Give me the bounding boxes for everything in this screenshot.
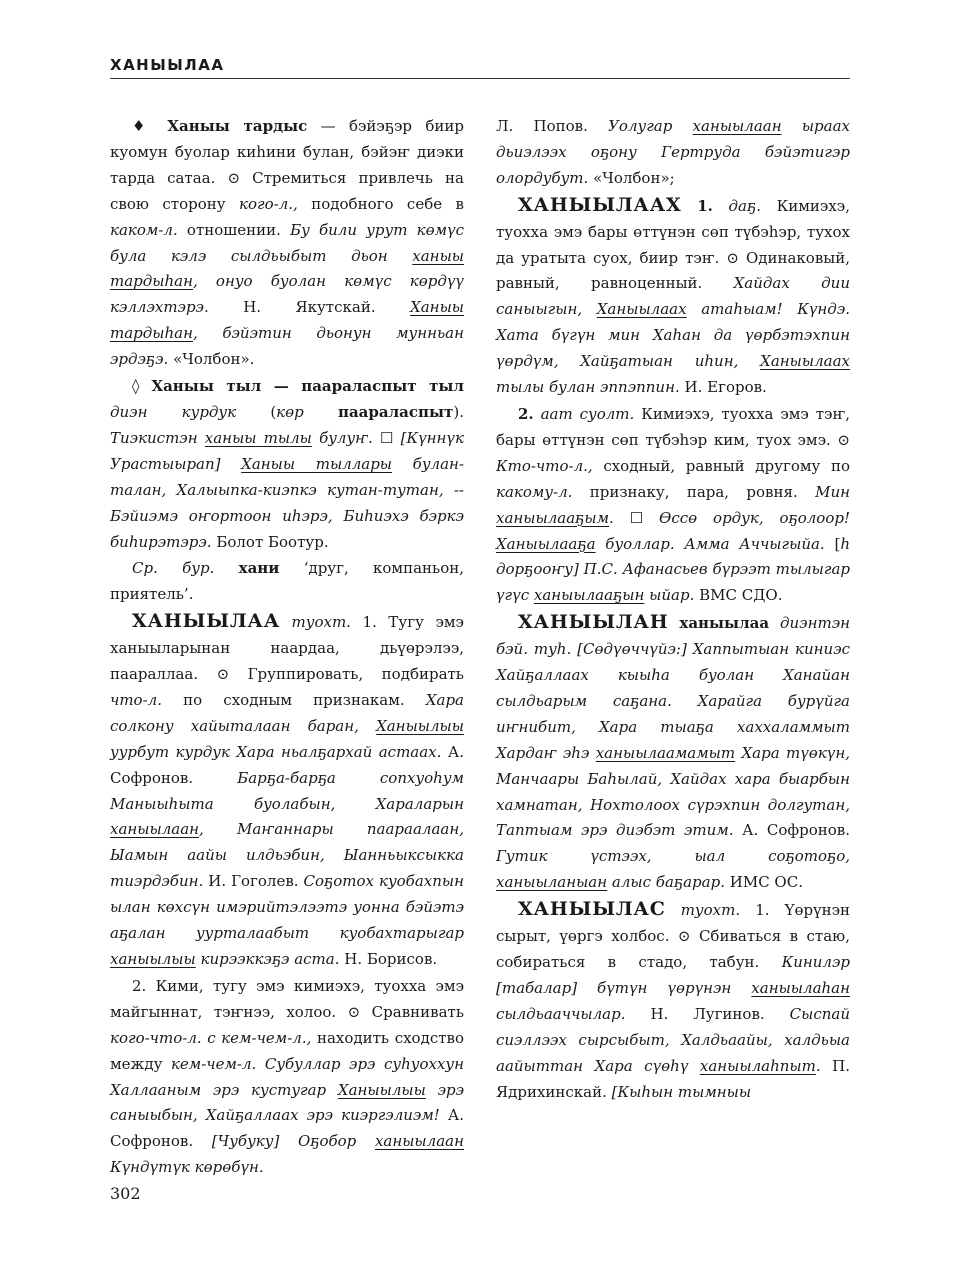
entry-khanyylaa-continued: Л. Попов. Уолугар ханыылаан ыраах дьиэлээх оҕону Гертруда бэйэтигэр олордубут. «Чолбон»; <box>496 117 850 187</box>
header-title: ХАНЫЫЛАА <box>110 56 225 74</box>
entry-khanyy-tyl: ◊ Ханыы тыл — паараласпыт тыл диэн курдук (көр паараласпыт). Тиэкистэн ханыы тылы булуҥ. ☐ [Күннүк Урастыырап] Ханыы тыллары булан-талан, Халыыпка-киэпкэ кутан-тутан, -- Бэйиэмэ оҥортоон иһэрэ, Биһиэхэ бэркэ биһирэтэрэ. Болот Боотур. <box>110 377 464 551</box>
circle-dot-icon: ⊙ <box>726 248 739 267</box>
circle-dot-icon: ⊙ <box>677 927 691 946</box>
diamond-icon: ♦ <box>132 117 155 135</box>
headword: ХАНЫЫЛААХ <box>518 193 682 216</box>
circle-dot-icon: ⊙ <box>347 1002 361 1021</box>
entry-khanyy-tardys: ♦ Ханыы тардыс — бэйэҕэр биир куомун буолар киһини булан, бэйэҥ диэки тарда сатаа. ⊙ Стремиться привлечь на свою сторону кого-л., подобного себе в каком-л. отношении. Бу били урут көмүс була кэлэ сылдьыбыт дьон ханыы тардыһан, онуо буолан көмүс көрдүү кэллэхтэрэ. Н. Якутскай. Ханыы тардыһан, бэйэтин дьонун мунньан эрдэҕэ. «Чолбон». <box>110 117 465 369</box>
header-rule <box>110 78 850 79</box>
lozenge-icon: ◊ <box>132 377 140 396</box>
circle-dot-icon: ⊙ <box>837 430 850 449</box>
square-icon: ☐ <box>629 508 644 527</box>
left-column <box>110 114 464 1182</box>
entry-khanyylaa: ХАНЫЫЛАА туохт. 1. Тугу эмэ ханыыларынан наардаа, дьүөрэлээ, паараллаа. ⊙ Группировать, подбирать что-л. по сходным признакам. Хара солкону хайыталаан баран, Ханыылыы уурбут курдук Хара ньалҕархай астаах. А. Софронов. Барҕа-барҕа сопхуоһум Маныыһыта буолабын, Хараларын ханыылаан, Маҥаннары паараалаан, Ыамын аайы илдьэбин, Ыанньыксыкка тиэрдэбин. И. Гоголев. Соҕотох куобахпын ылан көхсүн имэрийтэлээтэ уонна бэйэтэ аҕалан уурталаабыт куобахтарыгар ханыылыы кирээккэҕэ аста. Н. Борисов. <box>110 610 464 968</box>
page-number: 302 <box>110 1184 141 1203</box>
circle-dot-icon: ⊙ <box>227 168 241 187</box>
entry-khanyylaakh-sense-2: 2. аат суолт. Кимиэхэ, туохха эмэ тэҥ, бары өттүнэн сөп түбэһэр ким, туох эмэ. ⊙ Кто-что-л., сходный, равный другому по какому-л. признаку, пара, ровня. Мин ханыылааҕым. ☐ Өссө ордук, оҕолоор! Ханыылааҕа буоллар. Амма Аччыгыйа. [һ дорҕооҥу] П.С. Афанасьев бүрээт тылыгар үгүс ханыылааҕын ыйар. ВМС СДО. <box>496 404 850 605</box>
entry-khanyylaakh: ХАНЫЫЛААХ 1. даҕ. Кимиэхэ, туохха эмэ бары өттүнэн сөп түбэһэр, тухох да уратыта суох, биир тэҥ. ⊙ Одинаковый, равный, равноценный. Хайдах дии саныыгын, Ханыылаах атаһыам! Күндэ. Хата бүгүн мин Хаһан да үөрбэтэхпин үөрдүм, Хайҕатыан иһин, Ханыылаах тылы булан эппэппин. И. Егоров. <box>496 193 850 397</box>
running-header <box>110 56 850 74</box>
compare-note: Ср. бур. хани ‘друг, компаньон, приятель’. <box>110 559 464 604</box>
headword: ХАНЫЫЛАН <box>518 611 669 634</box>
headword: ХАНЫЫЛАА <box>132 610 280 633</box>
entry-khanyylas: ХАНЫЫЛАС туохт. 1. Үөрүнэн сырыт, үөргэ холбос. ⊙ Сбиваться в стаю, собираться в стадо, табун. Кинилэр [табалар] бүтүн үөрүнэн ханыылаһан сылдьааччылар. Н. Лугинов. Сыспай сиэллээх сырсыбыт, Халдьаайы, халдьыа аайыттан Хара сүөһү ханыылаһпыт. П. Ядрихинскай. [Кыһын тымныы <box>496 898 850 1101</box>
entry-khanyylaa-sense-2: 2. Кими, тугу эмэ кимиэхэ, туохха эмэ майгыннат, тэҥнээ, холоо. ⊙ Сравнивать кого-что-л. с кем-чем-л., находить сходство между кем-чем-л. Субуллар эрэ суһуоххун Халлааным эрэ кустугар Ханыылыы эрэ саныыбын, Хайҕаллаах эрэ киэргэлиэм! А. Софронов. [Чубуку] Оҕобор ханыылаан Күндүтүк көрөбүн. <box>110 976 464 1177</box>
headword: ХАНЫЫЛАС <box>518 898 666 921</box>
entry-khanyylan: ХАНЫЫЛАН ханыылаа диэнтэн бэй. туһ. [Сөдүөччүйэ:] Хаппытыан киниэс Хайҕаллаах кыыһа буолан Ханайан сылдьарым саҕана. Харайга бурүйга иҥнибит, Хара тыаҕа хаххаламмыт Хардаҥ эһэ ханыылаамамыт Хара түөкүн, Манчаары Баһылай, Хайдах хара быарбын хамнатан, Нохтолоох сүрэхпин долгутан, Таптыам эрэ диэбэт этим. А. Софронов. Гутик үстээх, ыал соҕотоҕо, ханыыланыан алыс баҕарар. ИМС ОС. <box>496 611 850 892</box>
right-column <box>496 114 850 1106</box>
circle-dot-icon: ⊙ <box>216 665 230 684</box>
square-icon: ☐ <box>380 428 394 447</box>
